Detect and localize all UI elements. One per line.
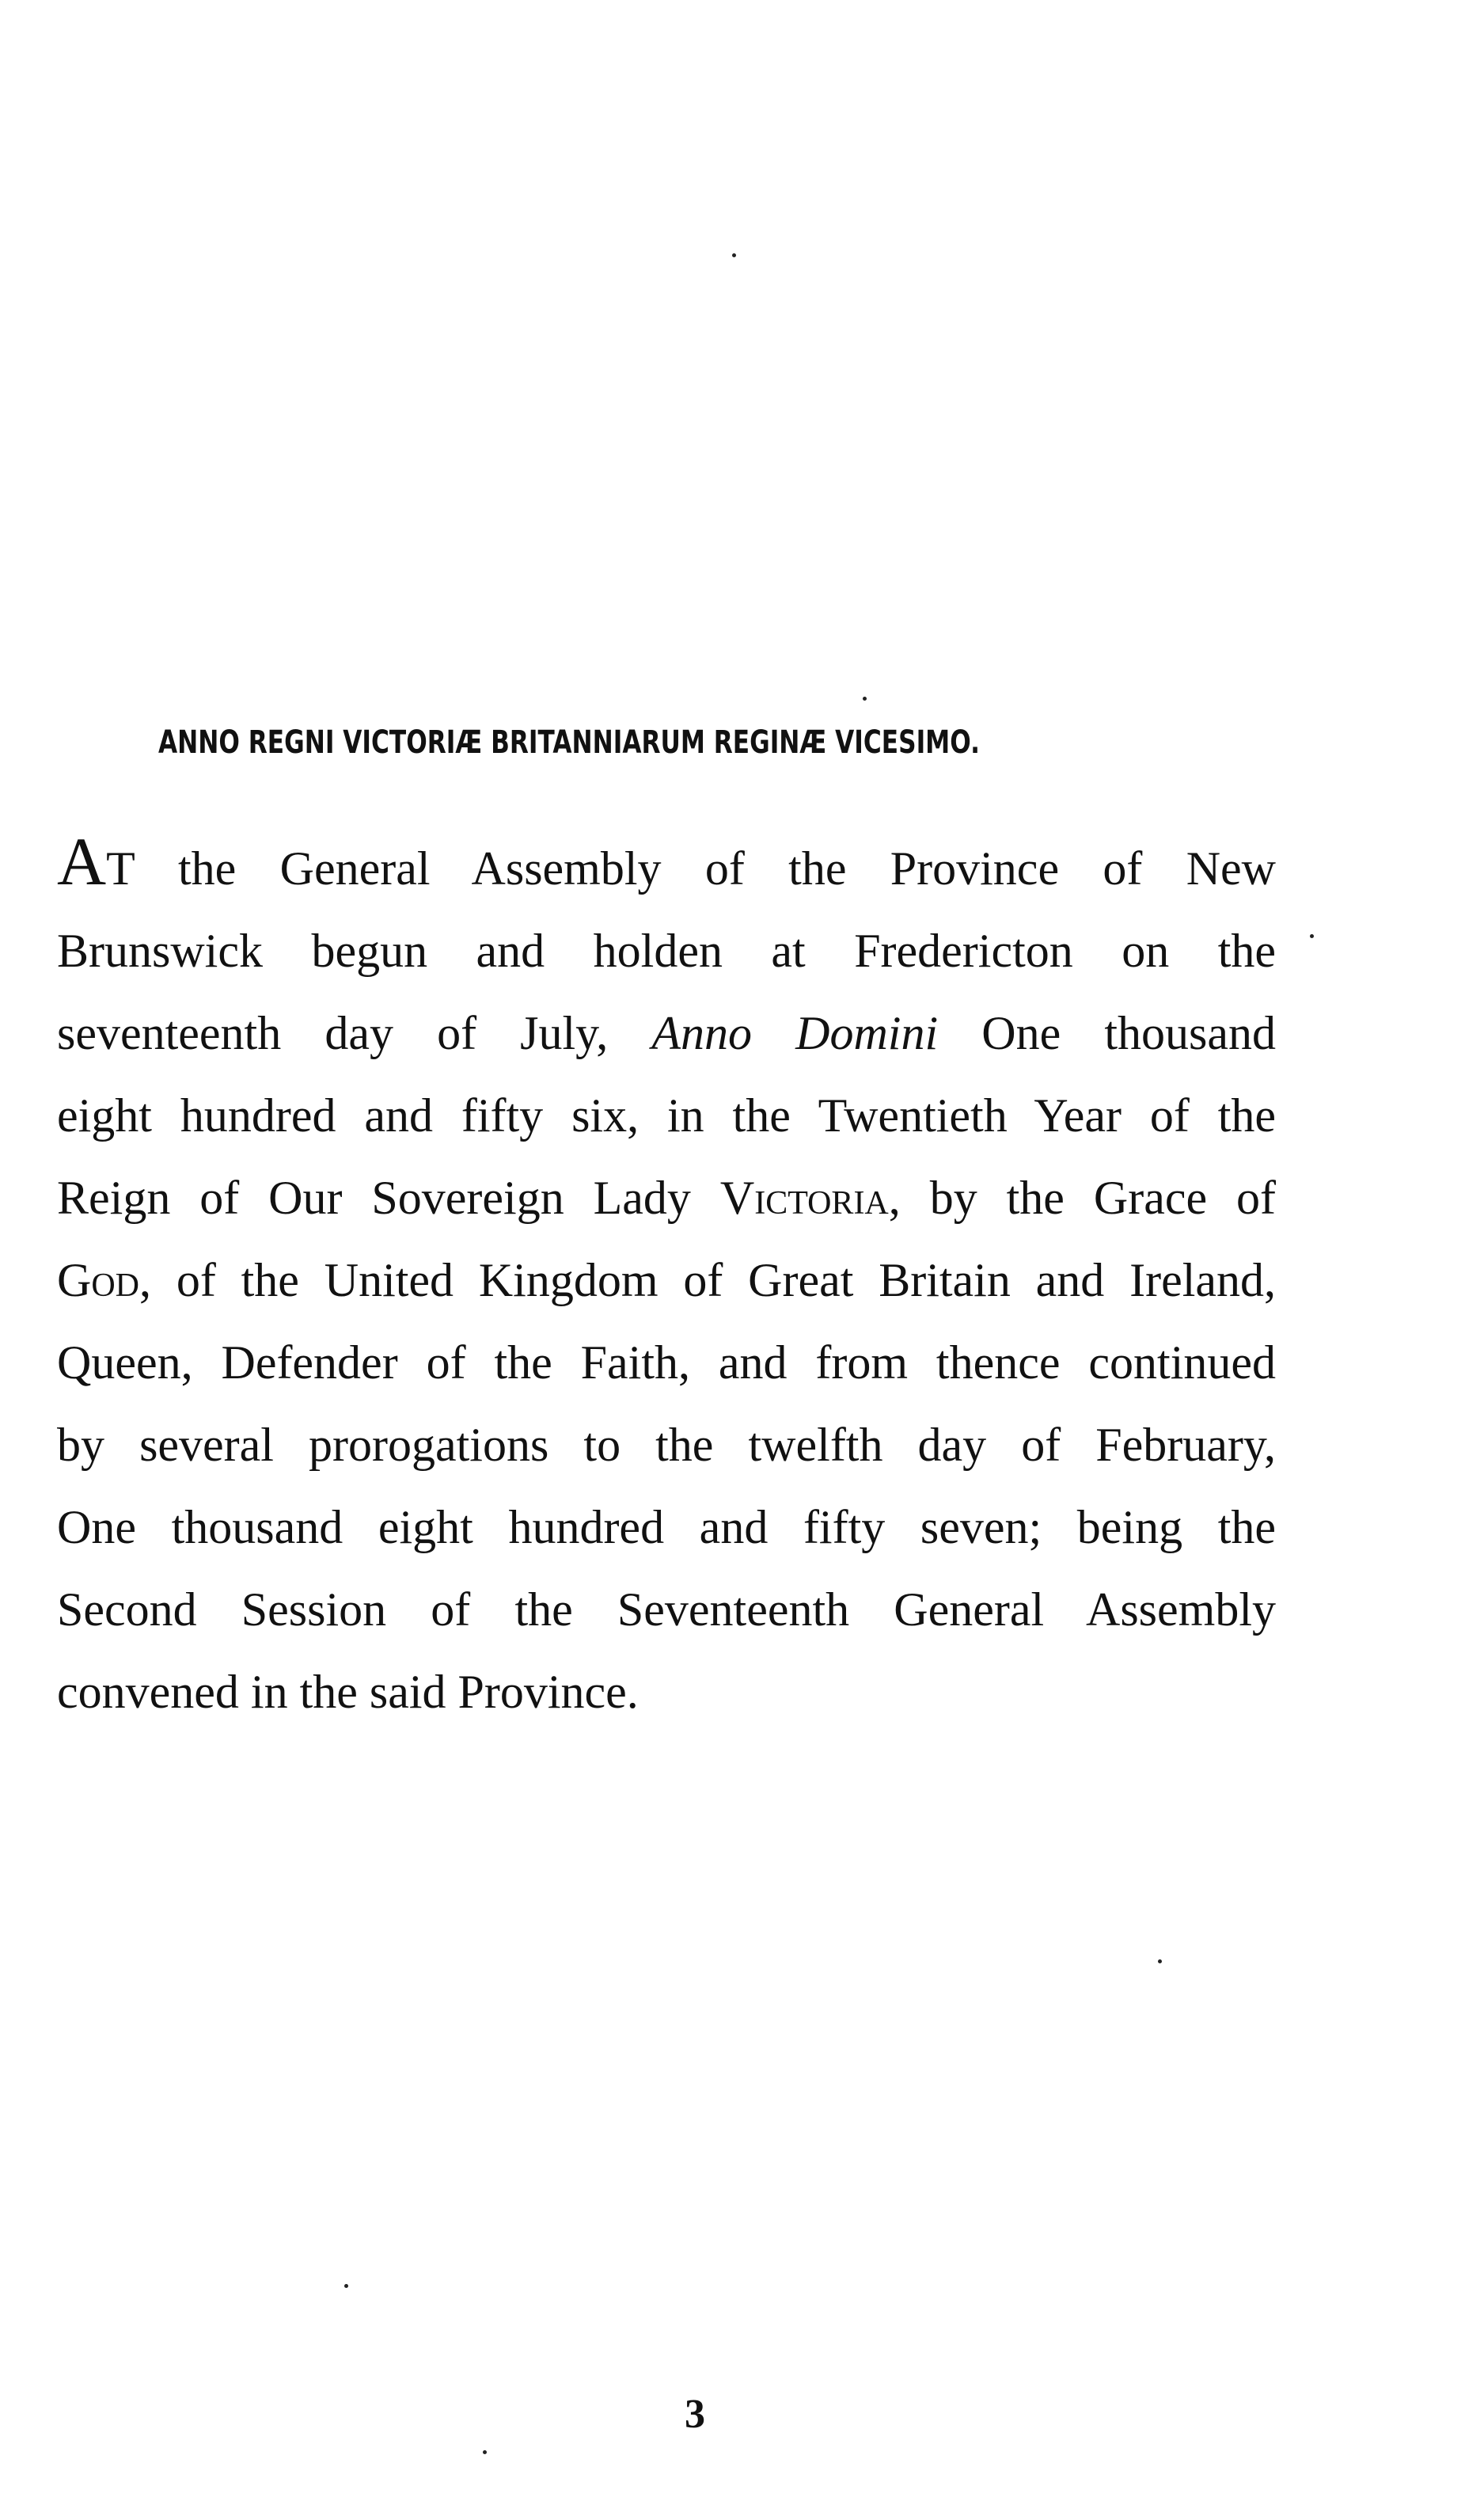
drop-initial: A: [57, 823, 107, 899]
print-speck: [344, 2284, 348, 2288]
paragraph-line-9: One thousand eight hundred and fifty seven; being the: [57, 1501, 1276, 1553]
enacting-paragraph: [57, 823, 1276, 1733]
regnal-year-heading: ANNO REGNI VICTORIÆ BRITANNIARUM REGINÆ VICESIMO.: [158, 724, 980, 761]
print-speck: [732, 253, 736, 257]
print-speck: [863, 697, 867, 701]
print-speck: [1158, 1959, 1162, 1963]
paragraph-line-7: Queen, Defender of the Faith, and from thence continued: [57, 1336, 1276, 1389]
paragraph-line-8: by several prorogations to the twelfth day of February,: [57, 1419, 1276, 1471]
small-caps-name: Victoria: [719, 1172, 889, 1224]
small-caps-name: God: [57, 1254, 139, 1306]
paragraph-line-6: God, of the United Kingdom of Great Britain and Ireland,: [57, 1254, 1276, 1306]
print-speck: [1310, 934, 1314, 938]
print-speck: [483, 2450, 487, 2454]
paragraph-line-11: convened in the said Province.: [57, 1666, 639, 1718]
italic-phrase: Anno Domini: [651, 1007, 939, 1059]
paragraph-line-5: Reign of Our Sovereign Lady Victoria, by the Grace of: [57, 1172, 1276, 1224]
paragraph-line-1: AT the General Assembly of the Province of New: [57, 823, 1276, 899]
page-number: 3: [685, 2392, 705, 2437]
paragraph-line-10: Second Session of the Seventeenth General Assembly: [57, 1583, 1276, 1636]
paragraph-line-3: seventeenth day of July, Anno Domini One thousand: [57, 1007, 1276, 1059]
paragraph-line-4: eight hundred and fifty six, in the Twentieth Year of the: [57, 1089, 1276, 1142]
paragraph-line-2: Brunswick begun and holden at Fredericton on the: [57, 925, 1276, 977]
